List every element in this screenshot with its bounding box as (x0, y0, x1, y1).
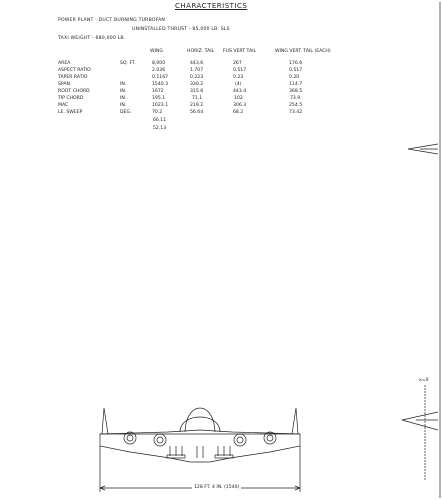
cell-wing-vert-tail: 73.42 (289, 110, 303, 115)
cell-fus-vert-tail: 306.3 (233, 103, 247, 108)
cell-wing-sweep-extra: 66.11 (153, 118, 167, 123)
side-view-nose-bottom (402, 412, 438, 430)
row-label: TIP CHORD (58, 96, 84, 101)
engine-nacelle (154, 434, 166, 446)
row-label: ASPECT RATIO (58, 68, 91, 73)
cell-wing: 8,000 (152, 61, 166, 66)
cell-wing-vert-tail: 368.5 (289, 89, 303, 94)
span-dimension-label: 128 FT. 4 IN. (1540) (194, 485, 240, 490)
cell-fus-vert-tail: 102 (234, 96, 243, 101)
engine-inlet (267, 435, 273, 441)
cell-wing-vert-tail: 254.5 (289, 103, 303, 108)
cell-horiz-tail: 71.1 (192, 96, 203, 101)
cell-fus-vert-tail: 267 (233, 61, 242, 66)
cell-wing-vert-tail: 0.20 (289, 75, 300, 80)
row-label: SPAN (58, 82, 70, 87)
cell-horiz-tail: 219.2 (190, 103, 204, 108)
header-horiz-tail: HORIZ. TAIL (187, 49, 215, 54)
fuselage-front (185, 408, 215, 432)
row-label: AREA (58, 61, 71, 66)
station-label: x=0 (419, 378, 429, 383)
engine-inlet (237, 437, 243, 443)
landing-gear-right (215, 446, 233, 458)
cell-fus-vert-tail: 68.2 (233, 110, 244, 115)
cell-wing: 1672 (152, 89, 164, 94)
engine-nacelle (234, 434, 246, 446)
row-label: TAPER RATIO (58, 75, 88, 80)
side-view-nose-top (408, 144, 438, 154)
cell-wing: 70.2 (152, 110, 163, 115)
cell-wing-vert-tail: 73.9 (290, 96, 301, 101)
row-label: ROOT CHORD (58, 89, 90, 94)
cell-fus-vert-tail: 0.517 (233, 68, 247, 73)
cell-horiz-tail: 1.707 (190, 68, 204, 73)
left-wing-vert-tail (102, 408, 108, 434)
cell-wing: 2.036 (152, 68, 166, 73)
cell-horiz-tail: 315.8 (190, 89, 204, 94)
cell-horiz-tail: 330.2 (190, 82, 204, 87)
row-unit: IN. (120, 103, 127, 108)
cell-wing: 1540.3 (152, 82, 169, 87)
right-wing-vert-tail (292, 408, 298, 434)
cell-fus-vert-tail: 0.23 (233, 75, 244, 80)
cell-fus-vert-tail: (4) (235, 82, 242, 87)
taxi-weight-text: TAXI WEIGHT - 680,000 LB. (58, 36, 126, 41)
landing-gear-center (197, 446, 203, 458)
row-unit: IN. (120, 82, 127, 87)
row-label: LE. SWEEP (58, 110, 83, 115)
cell-wing: 195.1 (152, 96, 166, 101)
cell-wing-vert-tail: 114.7 (289, 82, 303, 87)
page-title: CHARACTERISTICS (175, 2, 248, 10)
header-fus-vert-tail: FUS VERT TAIL (223, 49, 257, 54)
cell-wing-vert-tail: 176.6 (289, 61, 303, 66)
row-unit: IN. (120, 96, 127, 101)
row-unit: DEG. (120, 110, 132, 115)
cell-fus-vert-tail: 443.4 (233, 89, 247, 94)
landing-gear-left (167, 446, 185, 458)
cell-wing-vert-tail: 0.517 (289, 68, 303, 73)
header-wing: WING (150, 49, 163, 54)
cell-wing: 1023.1 (152, 103, 169, 108)
cell-wing-sweep-extra: 52.13 (153, 126, 167, 131)
engine-inlet (127, 435, 133, 441)
header-wing-vert-tail: WING VERT. TAIL (EACH) (275, 49, 331, 54)
row-unit: SQ. FT. (120, 61, 136, 66)
cell-horiz-tail: 0.223 (190, 75, 204, 80)
row-label: MAC (58, 103, 69, 108)
power-plant-text: POWER PLANT - DUCT BURNING TURBOFAN (58, 18, 166, 23)
engine-inlet (157, 437, 163, 443)
cell-horiz-tail: 443.6 (190, 61, 204, 66)
cell-wing: 0.1167 (152, 75, 169, 80)
cell-horiz-tail: 56.64 (190, 110, 204, 115)
thrust-text: UNINSTALLED THRUST - 85,000 LB. SLS (132, 27, 230, 32)
row-unit: IN. (120, 89, 127, 94)
